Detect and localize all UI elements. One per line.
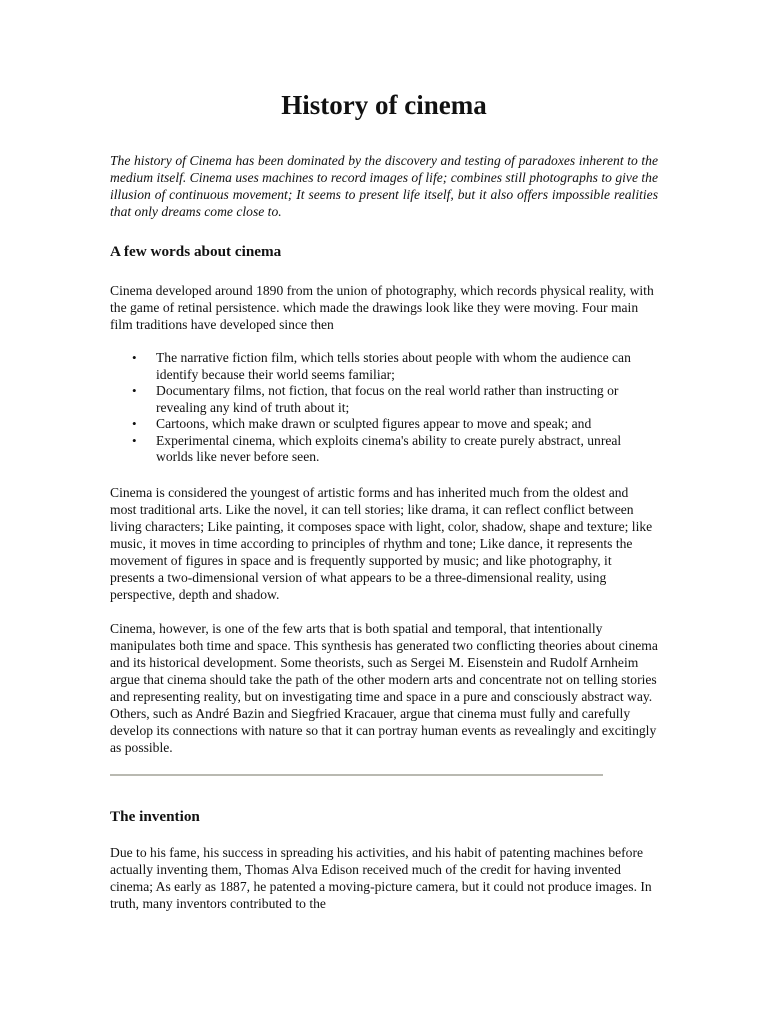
section1-paragraph-3: Cinema, however, is one of the few arts that is both spatial and temporal, that intentionally manipulates both time and space. This synthesis has generated two conflicting theories about cinema and its historical development. Some theorists, such as Sergei M. Eisenstein and Rudolf Arnheim argue that cinema should take the path of the other modern arts and concentrate not on telling stories and representing reality, but on investigating time and space in a pure and consciously abstract way. Others, such as André Bazin and Siegfried Kracauer, argue that cinema must fully and carefully develop its connections with nature so that it can portray human events as revealingly and excitingly as possible. [110, 620, 658, 755]
bullet-icon: • [132, 416, 137, 431]
section1-paragraph-2: Cinema is considered the youngest of artistic forms and has inherited much from the oldest and most traditional arts. Like the novel, it can tell stories; like drama, it can reflect conflict between living characters; Like painting, it composes space with light, color, shadow, shape and texture; like music, it moves in time according to principles of rhythm and tone; Like dance, it represents the movement of figures in space and is frequently supported by music; and like photography, it presents a two-dimensional version of what appears to be a three-dimensional reality, using perspective, depth and shadow. [110, 484, 653, 602]
section-heading-invention: The invention [110, 807, 200, 825]
list-item-text: Cartoons, which make drawn or sculpted figures appear to move and speak; and [156, 416, 592, 431]
film-traditions-list [110, 350, 658, 466]
bullet-icon: • [132, 432, 137, 448]
list-item [110, 416, 658, 433]
section-heading-few-words: A few words about cinema [110, 243, 282, 260]
bullet-icon: • [132, 350, 137, 365]
document-page [110, 88, 658, 912]
list-item [110, 350, 658, 383]
list-item [110, 383, 658, 416]
intro-paragraph: The history of Cinema has been dominated by the discovery and testing of paradoxes inherent to the medium itself. Cinema uses machines to record images of life; combines still photographs to give the illusion of continuous movement; It seems to present life itself, but it also offers impossible realities that only dreams come close to. [110, 153, 658, 219]
list-item-text: Experimental cinema, which exploits cinema's ability to create purely abstract, unreal worlds like never before seen. [156, 432, 622, 464]
list-item-text: The narrative fiction film, which tells stories about people with whom the audience can identify because their world seems familiar; [156, 350, 631, 382]
list-item-text: Documentary films, not fiction, that focus on the real world rather than instructing or revealing any kind of truth about it; [156, 383, 619, 415]
section1-paragraph-1: Cinema developed around 1890 from the union of photography, which records physical reality, with the game of retinal persistence. which made the drawings look like they were moving. Four main film traditions have developed since then [110, 283, 654, 332]
horizontal-divider [110, 774, 603, 776]
bullet-icon: • [132, 383, 137, 398]
list-item [110, 433, 658, 466]
section2-paragraph-1: Due to his fame, his success in spreading his activities, and his habit of patenting machines before actually inventing them, Thomas Alva Edison received much of the credit for having invented cinema; As early as 1887, he patented a moving-picture camera, but it could not produce images. In truth, many inventors contributed to the [110, 844, 652, 911]
document-title: History of cinema [281, 90, 487, 120]
